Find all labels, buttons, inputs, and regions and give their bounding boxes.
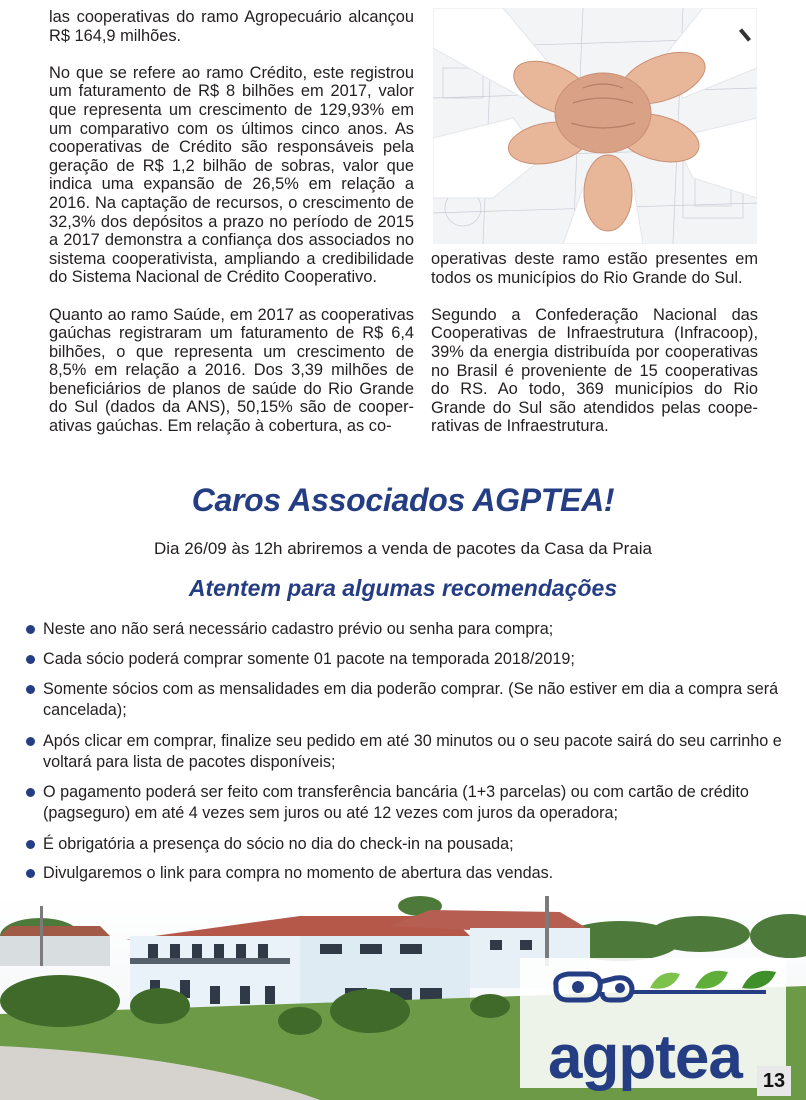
paragraph-credito: No que se refere ao ramo Crédito, este registrou um faturamento de R$ 8 bilhões em 2017, valor que representa um crescimento de 129,93% em um comparativo com os últimos cinco anos. As cooperativas de Crédito são responsáveis pela geração de R$ 1,2 bilhão de sobras, valor que indica uma expansão de 26,5% em relação a 2016. Na captação de recursos, o crescimento de 32,3% dos depósitos a prazo no período de 2015 a 2017 demonstra a confiança dos associados no sistema cooperativista, ampliando a credibilidade do Sistema Nacional de Crédito Cooperativo.	[49, 63, 414, 287]
agptea-logo-text: agptea	[548, 1023, 742, 1092]
bullet-icon	[26, 788, 35, 797]
list-item-text: Após clicar em comprar, finalize seu pedido em até 30 minutos ou o seu pacote sairá do seu carrinho e voltará para lista de pacotes disponíveis;	[43, 732, 782, 771]
sale-announcement: Dia 26/09 às 12h abriremos a venda de pacotes da Casa da Praia	[153, 539, 653, 558]
list-item	[24, 782, 794, 824]
bullet-icon	[26, 737, 35, 746]
paragraph-saude: Quanto ao ramo Saúde, em 2017 as cooperativas gaúchas registraram um faturamento de R$ 6,4 bilhões, o que representa um crescimento de 8,5% em relação a 2016. Dos 3,39 milhões de beneficiários de planos de saúde do Rio Grande do Sul (dados da ANS), 50,15% são de cooperativas gaúchas. Em relação à cobertura, as co-	[49, 305, 414, 436]
bullet-icon	[26, 685, 35, 694]
bullet-icon	[26, 869, 35, 878]
list-item-text: Neste ano não será necessário cadastro prévio ou senha para compra;	[43, 620, 554, 638]
hands-illustration	[433, 8, 757, 244]
recommendations-heading: Atentem para algumas recomendações	[188, 575, 618, 601]
right-text-column	[431, 250, 758, 455]
list-item-text: Somente sócios com as mensalidades em dia poderão comprar. (Se não estiver em dia a compra será cancelada);	[43, 680, 779, 719]
bullet-icon	[26, 625, 35, 634]
list-item-text: É obrigatória a presença do sócio no dia do check-in na pousada;	[43, 835, 514, 853]
bullet-icon	[26, 655, 35, 664]
hands-teamwork-photo	[433, 8, 757, 244]
list-item-text: O pagamento poderá ser feito com transferência bancária (1+3 parcelas) ou com cartão de crédito (pagseguro) em até 4 vezes sem juros ou até 12 vezes com juros da operadora;	[43, 783, 749, 822]
page-number: 13	[757, 1066, 791, 1096]
list-item	[24, 863, 794, 884]
recommendations-list	[24, 619, 794, 884]
list-item	[24, 731, 794, 773]
list-item	[24, 679, 794, 721]
list-item	[24, 834, 794, 855]
left-text-column	[49, 8, 414, 454]
paragraph-agro: las cooperativas do ramo Agropecuário alcançou R$ 164,9 milhões.	[49, 8, 414, 45]
bullet-icon	[26, 840, 35, 849]
list-item	[24, 619, 794, 640]
list-item-text: Cada sócio poderá comprar somente 01 pacote na temporada 2018/2019;	[43, 650, 575, 668]
paragraph-saude-continued: operativas deste ramo estão presentes em todos os municípios do Rio Grande do Sul.	[431, 250, 758, 287]
list-item-text: Divulgaremos o link para compra no momento de abertura das vendas.	[43, 864, 554, 882]
notice-heading: Caros Associados AGPTEA!	[191, 482, 615, 518]
list-item	[24, 649, 794, 670]
paragraph-infraestrutura: Segundo a Confederação Nacional das Cooperativas de Infraestrutura (Infracoop), 39% da energia distribuída por cooperativas no Brasil é proveniente de 15 cooperativas do RS. Ao todo, 369 municípios do Rio Grande do Sul são atendidos pelas cooperativas de Infraestrutura.	[431, 305, 758, 436]
